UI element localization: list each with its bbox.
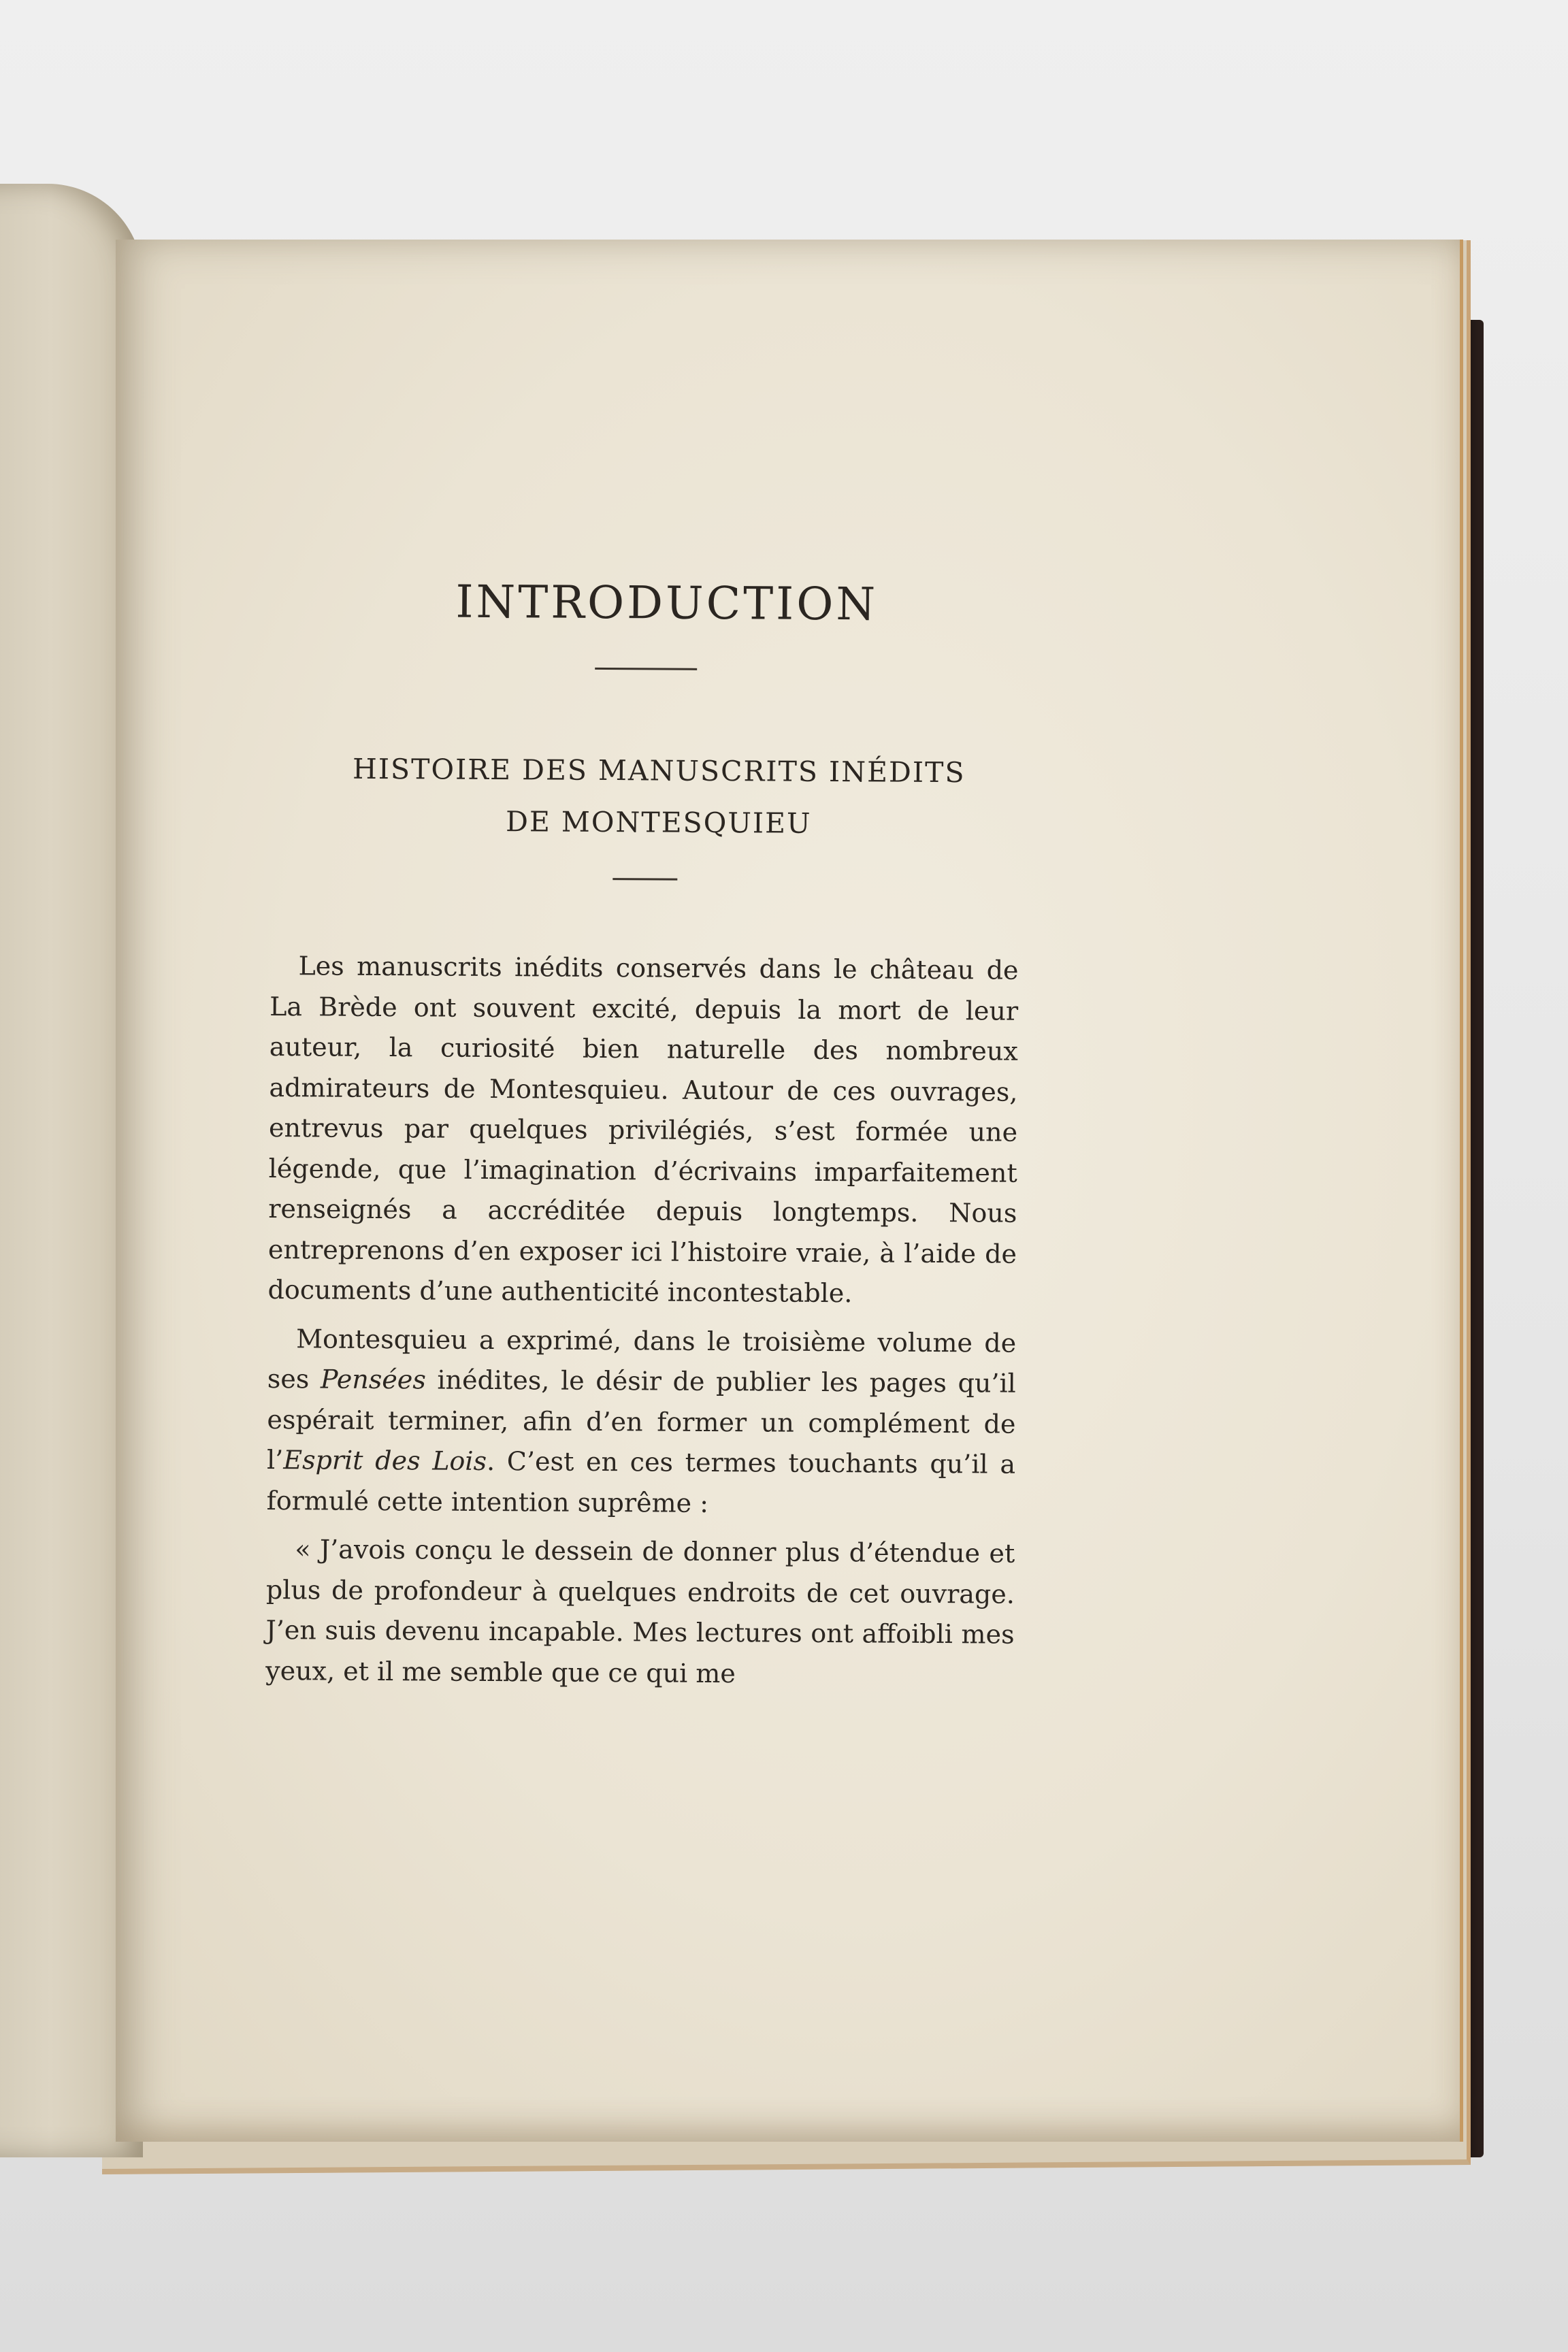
chapter-subtitle (271, 742, 1020, 851)
paragraph-2-text-b: inédites, le désir de publier les pages qu’il espérait terminer, afin d’en former un complément de l’ (266, 1365, 1016, 1475)
esprit-des-lois-italic: Esprit des Lois (283, 1445, 487, 1476)
body-text (265, 946, 1019, 1696)
subtitle-rule (612, 878, 677, 881)
paragraph-2-text-c: . C’est en ces termes touchants qu’il a formulé cette intention suprême : (266, 1446, 1016, 1518)
paragraph-2-text-a: Montesquieu a exprimé, dans le troisième volume de ses (267, 1323, 1017, 1394)
subtitle-line-2: DE MONTESQUIEU (505, 805, 812, 840)
paragraph-1: Les manuscrits inédits conservés dans le château de La Brède ont souvent excité, depuis la mort de leur auteur, la curiosité bien naturelle des nombreux admirateurs de Montesquieu. Autour de ces ouvrages, entrevus par quelques privilégiés, s’est formée une légende, que l’imagination d’écrivains imparfaitement renseignés a accréditée depuis longtemps. Nous entreprenons d’en exposer ici l’histoire vraie, à l’aide de documents d’une authenticité incontestable. (267, 951, 1019, 1309)
page-text (265, 575, 1021, 1704)
paragraph-3-quote: « J’avois conçu le dessein de donner plus d’étendue et plus de profondeur à quelques endroits de cet ouvrage. J’en suis devenu incapable. Mes lectures ont affoibli mes yeux, et il me semble que ce qui me (265, 1534, 1015, 1688)
chapter-title: INTRODUCTION (455, 575, 879, 631)
paragraph-2 (267, 1318, 1017, 1525)
subtitle-line-1: HISTOIRE DES MANUSCRITS INÉDITS (352, 752, 966, 789)
pensees-italic: Pensées (320, 1364, 426, 1395)
title-rule (595, 668, 697, 670)
